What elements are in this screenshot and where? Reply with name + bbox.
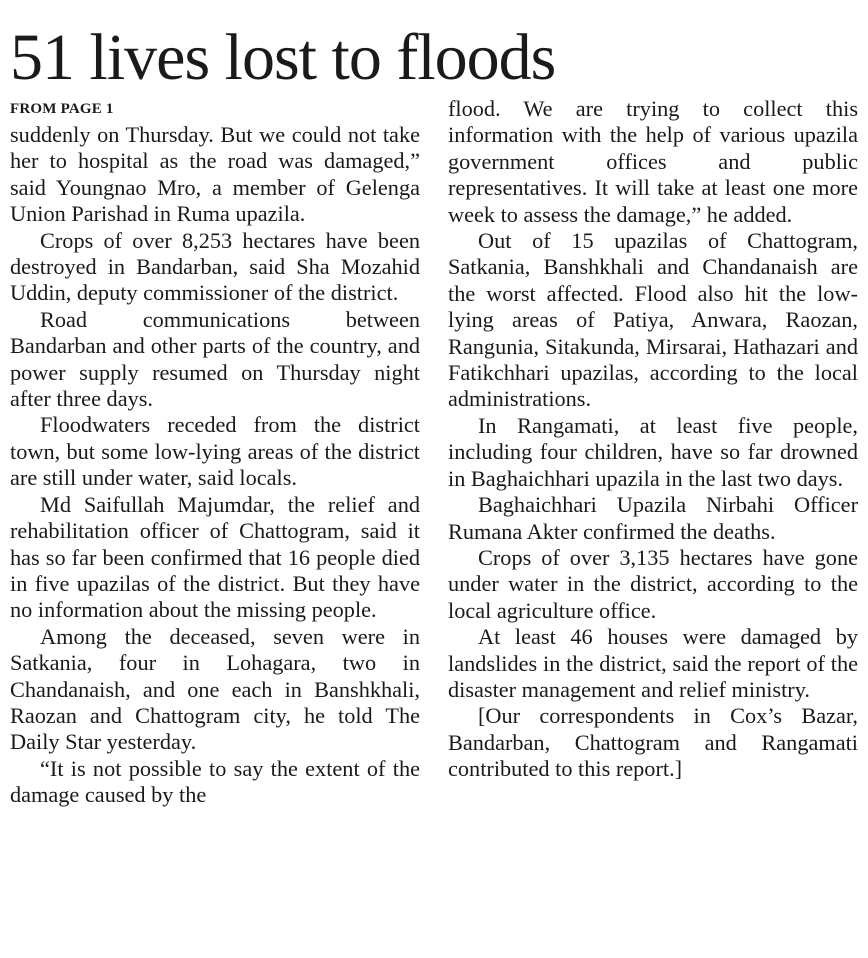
paragraph: suddenly on Thursday. But we could not take her to hospital as the road was damaged,” said Youngnao Mro, a member of Gelenga Union Parishad in Ruma upazila.: [10, 122, 420, 227]
paragraph: Crops of over 8,253 hectares have been destroyed in Bandarban, said Sha Mozahid Uddin, deputy commissioner of the district.: [10, 227, 420, 306]
paragraph: “It is not possible to say the extent of the damage caused by the: [10, 755, 420, 808]
headline: 51 lives lost to floods: [10, 21, 556, 94]
jump-kicker: FROM PAGE 1: [10, 101, 114, 117]
paragraph: Baghaichhari Upazila Nirbahi Officer Rumana Akter confirmed the deaths.: [448, 492, 858, 544]
paragraph: Floodwaters receded from the district town, but some low-lying areas of the district are still under water, said locals.: [10, 412, 420, 491]
paragraph: [Our correspondents in Cox’s Bazar, Bandarban, Chattogram and Rangamati contributed to this report.]: [448, 703, 858, 782]
article-column-left: [10, 100, 420, 809]
paragraph: Road communications between Bandarban and other parts of the country, and power supply resumed on Thursday night after three days.: [10, 306, 420, 412]
paragraph: Among the deceased, seven were in Satkania, four in Lohagara, two in Chandanaish, and one each in Banshkhali, Raozan and Chattogram city, he told The Daily Star yesterday.: [10, 623, 420, 755]
paragraph: Out of 15 upazilas of Chattogram, Satkania, Banshkhali and Chandanaish are the worst affected. Flood also hit the low-lying areas of Patiya, Anwara, Raozan, Rangunia, Sitakunda, Mirsarai, Hathazari and Fatikchhari upazilas, according to the local administrations.: [448, 228, 858, 412]
article-column-right: [448, 96, 858, 783]
paragraph: In Rangamati, at least five people, including four children, have so far drowned in Baghaichhari upazila in the last two days.: [448, 412, 858, 491]
paragraph: flood. We are trying to collect this information with the help of various upazila government offices and public representatives. It will take at least one more week to assess the damage,” he added.: [448, 96, 858, 227]
paragraph: Md Saifullah Majumdar, the relief and rehabilitation officer of Chattogram, said it has so far been confirmed that 16 people died in five upazilas of the district. But they have no information about the missing people.: [10, 491, 420, 623]
paragraph: Crops of over 3,135 hectares have gone under water in the district, according to the local agriculture office.: [448, 544, 858, 623]
paragraph: At least 46 houses were damaged by landslides in the district, said the report of the disaster management and relief ministry.: [448, 624, 858, 702]
